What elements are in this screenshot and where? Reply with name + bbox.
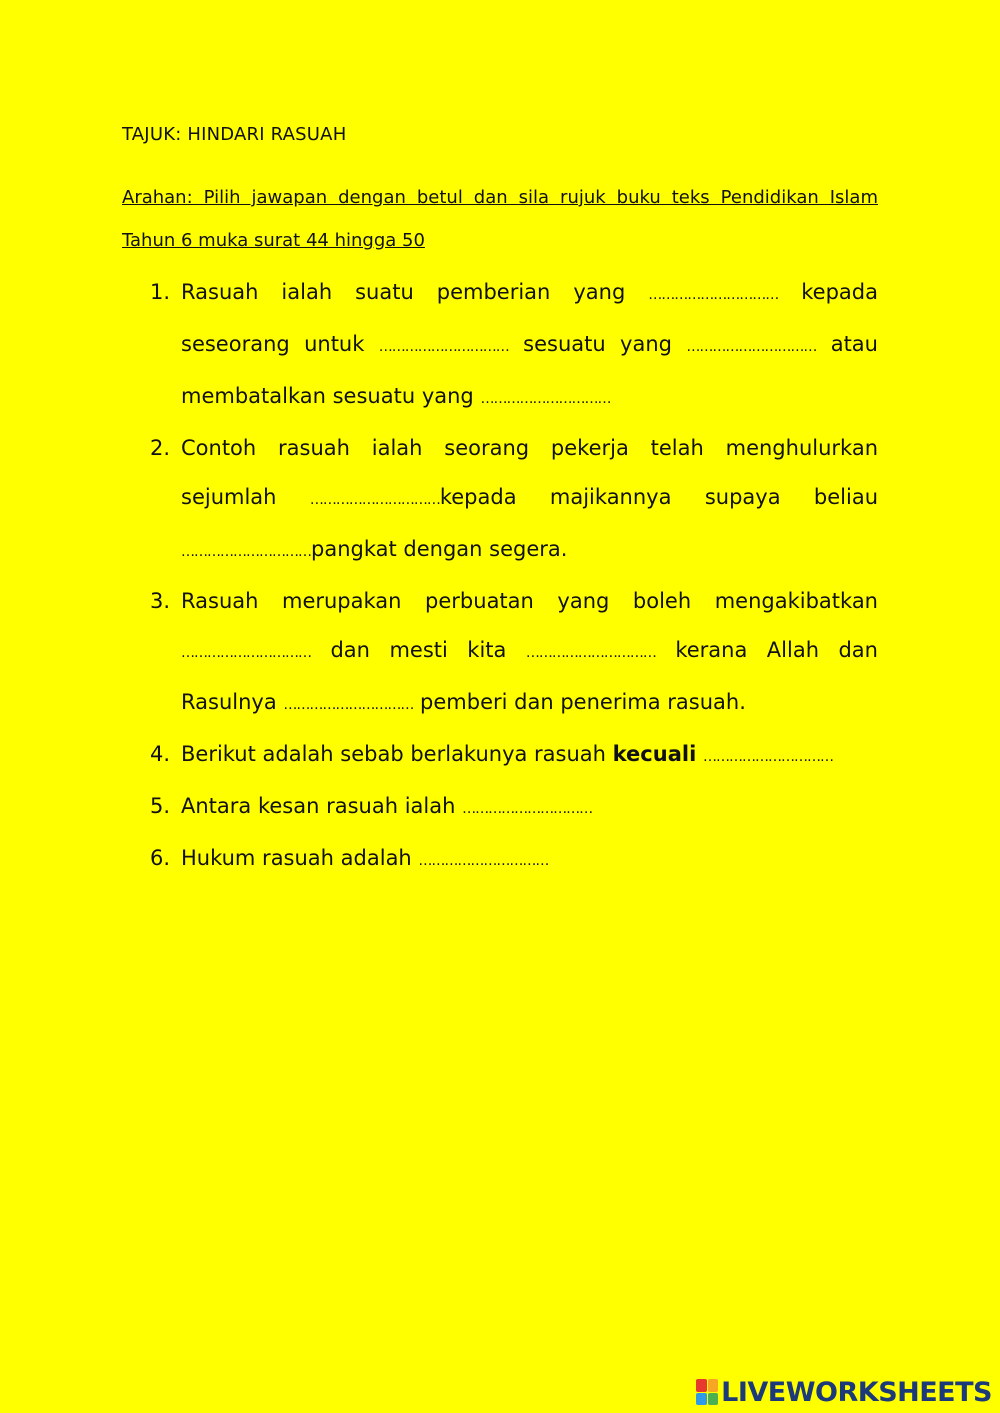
question-text-part: Hukum rasuah adalah bbox=[181, 846, 419, 870]
question-text bbox=[181, 577, 878, 730]
question-list bbox=[150, 268, 878, 886]
question-text-part: pemberi dan penerima rasuah. bbox=[413, 690, 746, 714]
question-text-part: sesuatu yang bbox=[508, 332, 687, 356]
question-6 bbox=[150, 834, 878, 886]
answer-blank[interactable]: ………………………… bbox=[648, 287, 779, 303]
answer-blank[interactable]: ………………………… bbox=[462, 801, 593, 817]
question-1 bbox=[150, 268, 878, 424]
answer-blank[interactable]: ………………………… bbox=[283, 697, 414, 713]
answer-blank[interactable]: ………………………… bbox=[480, 391, 611, 407]
question-5 bbox=[150, 782, 878, 834]
question-text bbox=[181, 730, 878, 782]
question-text bbox=[181, 268, 878, 424]
instruction-line-2: Tahun 6 muka surat 44 hingga 50 bbox=[122, 230, 425, 251]
question-number: 3. bbox=[150, 589, 171, 613]
question-emphasis: kecuali bbox=[612, 742, 697, 766]
question-2 bbox=[150, 424, 878, 577]
liveworksheets-logo-icon bbox=[696, 1379, 718, 1405]
question-text-part: kepada majikannya supaya beliau bbox=[439, 485, 879, 509]
question-number: 4. bbox=[150, 742, 171, 766]
liveworksheets-logo[interactable] bbox=[696, 1375, 992, 1409]
question-text-part bbox=[696, 742, 703, 766]
question-text-part: atau membatalkan sesuatu yang bbox=[181, 332, 878, 408]
question-text-part: Contoh rasuah ialah seorang pekerja telah menghulurkan sejumlah bbox=[181, 436, 878, 509]
question-text-part: dan mesti kita bbox=[311, 638, 526, 662]
question-text bbox=[181, 424, 878, 577]
question-text-part: kepada seseorang untuk bbox=[181, 280, 878, 356]
liveworksheets-logo-text: LIVEWORKSHEETS bbox=[721, 1376, 992, 1408]
question-number: 1. bbox=[150, 280, 171, 304]
answer-blank[interactable]: ………………………… bbox=[418, 853, 549, 869]
question-text-part: pangkat dengan segera. bbox=[311, 537, 568, 561]
question-number: 6. bbox=[150, 846, 171, 870]
question-text-part: kerana Allah dan Rasulnya bbox=[181, 638, 878, 714]
answer-blank[interactable]: ………………………… bbox=[309, 492, 440, 508]
question-number: 2. bbox=[150, 436, 171, 460]
answer-blank[interactable]: ………………………… bbox=[702, 749, 833, 765]
instruction-line-1: Arahan: Pilih jawapan dengan betul dan sila rujuk buku teks Pendidikan Islam bbox=[122, 187, 878, 208]
question-text-part: Rasuah merupakan perbuatan yang boleh mengakibatkan bbox=[181, 589, 878, 613]
answer-blank[interactable]: ………………………… bbox=[181, 645, 311, 661]
question-4 bbox=[150, 730, 878, 782]
question-text-part: Antara kesan rasuah ialah bbox=[181, 794, 463, 818]
answer-blank[interactable]: ………………………… bbox=[378, 339, 509, 355]
answer-blank[interactable]: ………………………… bbox=[181, 544, 311, 560]
question-3 bbox=[150, 577, 878, 730]
question-text-part: Berikut adalah sebab berlakunya rasuah bbox=[181, 742, 613, 766]
answer-blank[interactable]: ………………………… bbox=[525, 645, 656, 661]
answer-blank[interactable]: ………………………… bbox=[686, 339, 817, 355]
instruction-text bbox=[122, 176, 878, 262]
question-number: 5. bbox=[150, 794, 171, 818]
question-text bbox=[181, 834, 878, 886]
question-text-part: Rasuah ialah suatu pemberian yang bbox=[181, 280, 649, 304]
worksheet-title: TAJUK: HINDARI RASUAH bbox=[122, 124, 347, 145]
question-text bbox=[181, 782, 878, 834]
